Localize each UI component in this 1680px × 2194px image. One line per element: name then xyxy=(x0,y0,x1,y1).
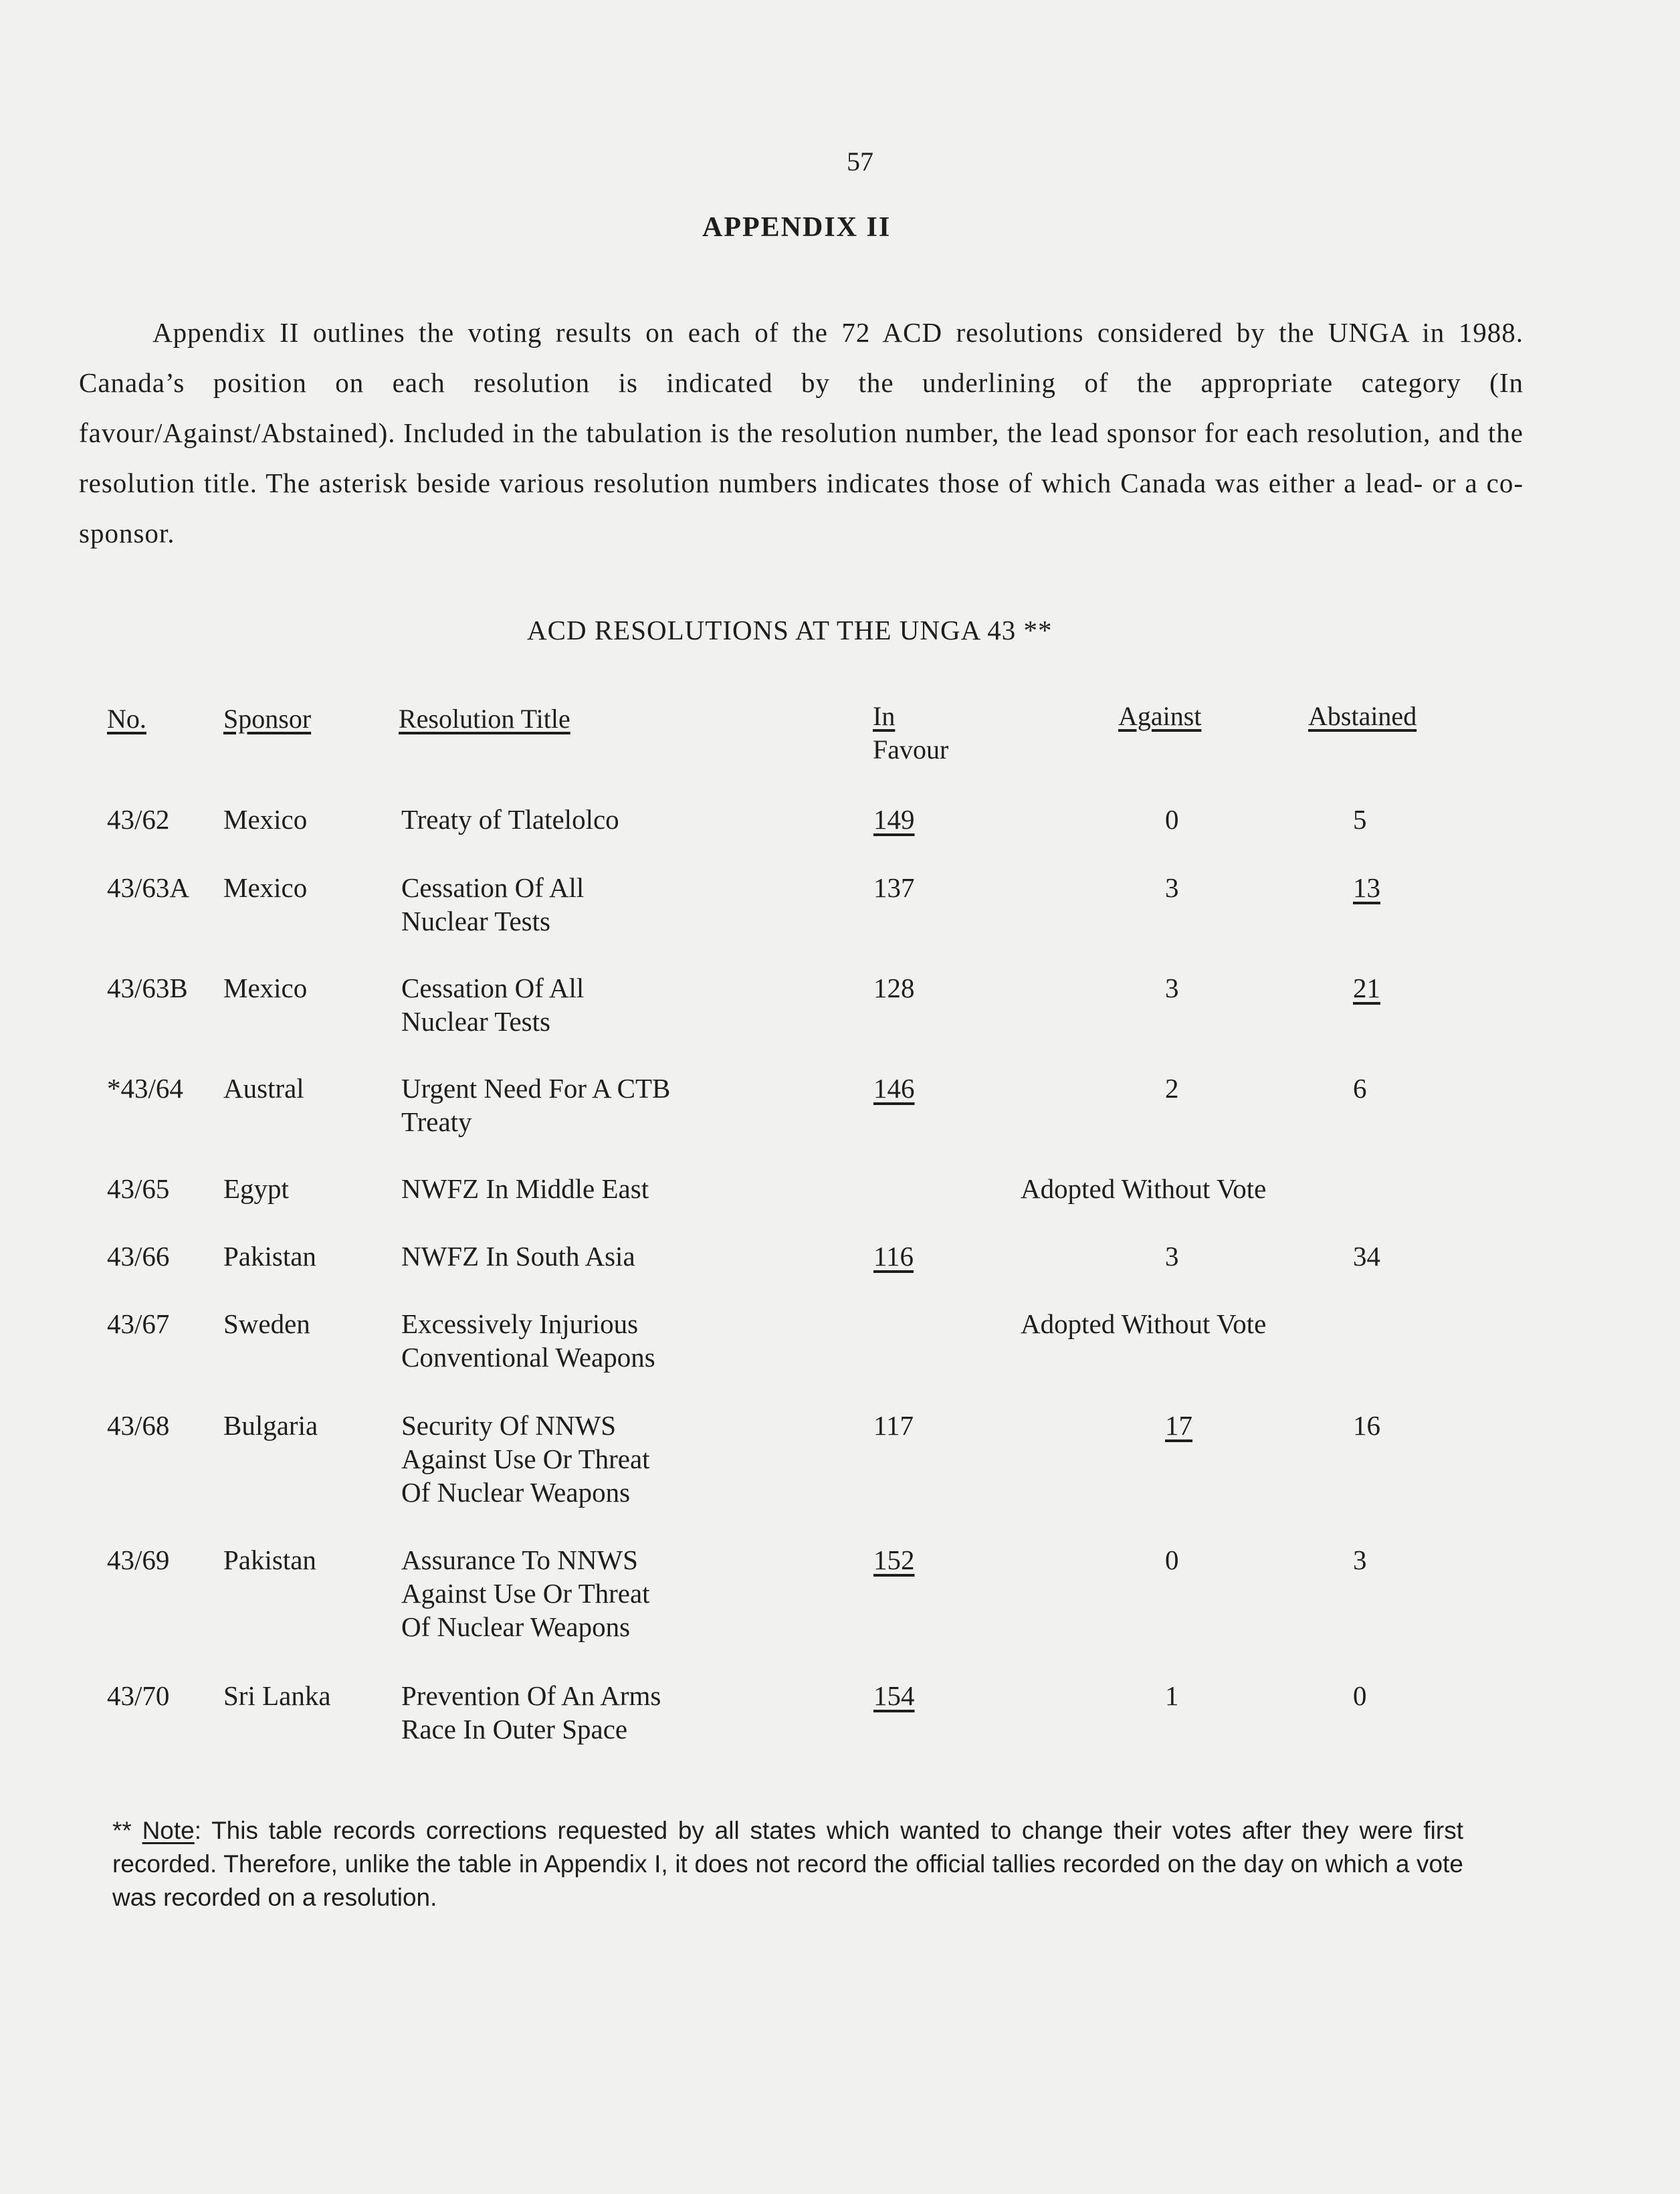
resolution-title-line: Conventional Weapons xyxy=(401,1342,655,1373)
resolution-title-line: Nuclear Tests xyxy=(401,1006,550,1037)
sponsor: Egypt xyxy=(223,1173,289,1204)
footnote-marker: ** xyxy=(112,1817,132,1844)
abstained-count: 5 xyxy=(1353,804,1367,835)
resolution-title-line: Urgent Need For A CTB xyxy=(401,1073,671,1104)
resolution-number: 43/63A xyxy=(107,872,189,903)
resolution-title-line: Excessively Injurious xyxy=(401,1308,639,1339)
abstained-count: 6 xyxy=(1353,1073,1367,1104)
resolution-title-line: Of Nuclear Weapons xyxy=(401,1611,631,1642)
sponsor: Pakistan xyxy=(223,1241,316,1272)
against-count: 0 xyxy=(1165,1544,1179,1575)
vote-outcome: Adopted Without Vote xyxy=(1021,1173,1267,1204)
sponsor: Mexico xyxy=(223,804,308,835)
resolution-number: 43/67 xyxy=(107,1308,170,1339)
abstained-count: 34 xyxy=(1353,1241,1380,1272)
column-header-sponsor: Sponsor xyxy=(223,704,312,734)
against-count: 3 xyxy=(1165,973,1179,1003)
abstained-count: 13 xyxy=(1353,872,1380,903)
resolution-title-line: Against Use Or Threat xyxy=(401,1443,650,1474)
in-favour-count: 117 xyxy=(873,1410,914,1441)
in-favour-count: 149 xyxy=(873,804,915,835)
column-header-title: Resolution Title xyxy=(399,704,570,734)
resolution-title-line: NWFZ In South Asia xyxy=(401,1241,635,1272)
resolution-title xyxy=(401,1239,635,1273)
resolution-title-line: Treaty of Tlatelolco xyxy=(401,804,619,835)
against-count: 3 xyxy=(1165,872,1179,903)
resolution-title xyxy=(401,803,619,836)
resolution-title-line: Cessation Of All xyxy=(401,973,585,1003)
resolution-number: 43/68 xyxy=(107,1410,170,1441)
sponsor: Mexico xyxy=(223,973,308,1003)
in-favour-count: 128 xyxy=(873,973,915,1003)
resolution-title-line: Of Nuclear Weapons xyxy=(401,1477,631,1508)
resolution-title xyxy=(401,1543,650,1643)
resolution-title-line: Treaty xyxy=(401,1106,472,1137)
resolution-title-line: Assurance To NNWS xyxy=(401,1544,638,1575)
in-favour-count: 146 xyxy=(873,1073,915,1104)
abstained-count: 21 xyxy=(1353,973,1380,1003)
abstained-count: 3 xyxy=(1353,1544,1367,1575)
against-count: 17 xyxy=(1165,1410,1192,1441)
sponsor: Sri Lanka xyxy=(223,1680,331,1711)
against-count: 3 xyxy=(1165,1241,1179,1272)
sponsor: Mexico xyxy=(223,872,308,903)
abstained-count: 0 xyxy=(1353,1680,1367,1711)
sponsor: Bulgaria xyxy=(223,1410,318,1441)
against-count: 1 xyxy=(1165,1680,1179,1711)
resolution-title xyxy=(401,1409,650,1509)
resolution-title-line: Nuclear Tests xyxy=(401,906,550,936)
resolution-number: 43/70 xyxy=(107,1680,170,1711)
resolution-number: 43/69 xyxy=(107,1544,170,1575)
against-count: 0 xyxy=(1165,804,1179,835)
resolution-number: *43/64 xyxy=(107,1073,183,1104)
resolution-number: 43/62 xyxy=(107,804,170,835)
footnote xyxy=(112,1814,1463,1914)
column-header-against: Against xyxy=(1118,701,1202,731)
page-number: 57 xyxy=(847,146,873,177)
column-header-in-favour: In Favour xyxy=(873,701,949,765)
resolution-title xyxy=(401,1072,670,1138)
abstained-count: 16 xyxy=(1353,1410,1380,1441)
vote-outcome: Adopted Without Vote xyxy=(1021,1308,1267,1339)
sponsor: Sweden xyxy=(223,1308,310,1339)
resolution-number: 43/65 xyxy=(107,1173,170,1204)
sponsor: Austral xyxy=(223,1073,304,1104)
resolution-title-line: Against Use Or Threat xyxy=(401,1578,650,1609)
footnote-text: : This table records corrections requested by all states which wanted to change their votes after they were first recorded. Therefore, unlike the table in Appendix I, it does not record the official tallies recorded on the day on which a vote was recorded on a resolution. xyxy=(112,1817,1463,1911)
resolution-title xyxy=(401,871,584,938)
in-favour-count: 137 xyxy=(873,872,915,903)
resolution-title xyxy=(401,971,584,1038)
column-header-no: No. xyxy=(107,704,146,734)
resolution-title-line: NWFZ In Middle East xyxy=(401,1173,649,1204)
resolution-title-line: Race In Outer Space xyxy=(401,1714,628,1744)
resolution-number: 43/66 xyxy=(107,1241,170,1272)
resolution-title-line: Cessation Of All xyxy=(401,872,585,903)
intro-paragraph: Appendix II outlines the voting results on each of the 72 ACD resolutions considered by the UNGA in 1988. Canada’s position on each resolution is indicated by the underlining of the appropriate category (In favour/Against/Abstained). Included in the tabulation is the resolution number, the lead sponsor for each resolution, and the resolution title. The asterisk beside various resolution numbers indicates those of which Canada was either a lead- or a co-sponsor. xyxy=(79,317,1524,548)
resolution-title xyxy=(401,1679,661,1746)
footnote-label: Note xyxy=(142,1817,195,1844)
column-header-abstained: Abstained xyxy=(1308,701,1417,731)
sponsor: Pakistan xyxy=(223,1544,316,1575)
table-title: ACD RESOLUTIONS AT THE UNGA 43 ** xyxy=(527,615,1053,645)
in-favour-count: 154 xyxy=(873,1680,915,1711)
resolution-number: 43/63B xyxy=(107,973,188,1003)
in-favour-count: 152 xyxy=(873,1544,915,1575)
resolution-title xyxy=(401,1172,649,1205)
in-favour-count: 116 xyxy=(873,1241,914,1272)
appendix-heading: APPENDIX II xyxy=(702,212,891,243)
resolution-title-line: Prevention Of An Arms xyxy=(401,1680,661,1711)
resolution-title-line: Security Of NNWS xyxy=(401,1410,617,1441)
against-count: 2 xyxy=(1165,1073,1179,1104)
resolution-title xyxy=(401,1307,655,1374)
